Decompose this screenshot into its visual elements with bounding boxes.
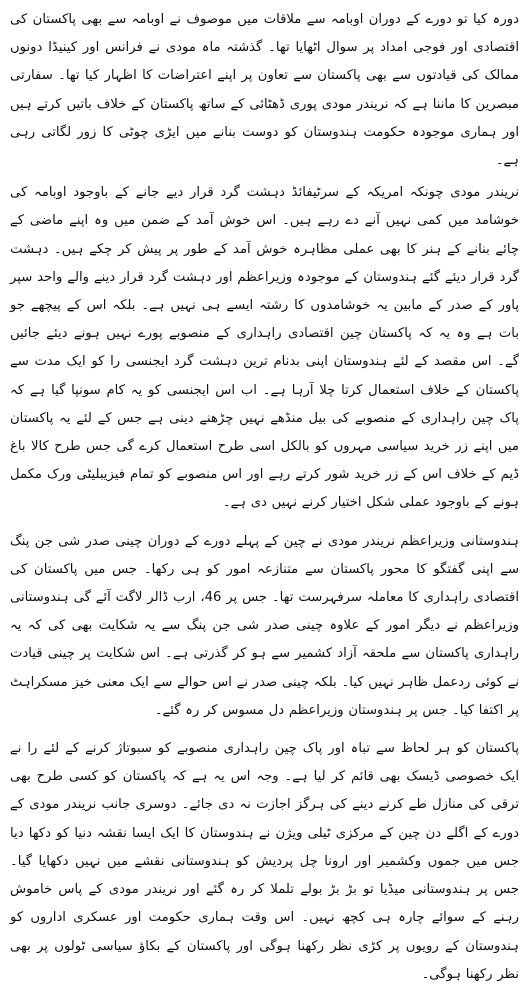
article-paragraph: دورہ کیا تو دورے کے دوران اوبامہ سے ملاقات میں موصوف نے اوبامہ سے بھی پاکستان کی اقتصادی اور فوجی امداد پر سوال اٹھایا تھا۔ گذشتہ ماہ مودی نے فرانس اور کینیڈا دونوں ممالک کی قیادتوں سے بھی پاکستان سے تعاون پر اپنے اعتراضات کا اظہار کیا تھا۔ سفارتی مبصرین کا ماننا ہے کہ نریندر مودی پوری ڈھٹائی کے ساتھ پاکستان کے خلاف باتیں کرتے ہیں اور ہماری موجودہ حکومت ہندوستان کو دوست بنانے میں ایڑی چوٹی کا زور لگاتی رہی ہے۔ [10, 12, 519, 169]
article-paragraph: نریندر مودی چونکہ امریکہ کے سرٹیفائڈ دہشت گرد قرار دیے جانے کے باوجود اوبامہ کی خوشامد میں کمی نہیں آنے دے رہے ہیں۔ اس خوش آمد کے ضمن میں وہ اپنے ماضی کے چائے بنانے کے ہنر کا بھی عملی مظاہرہ خوش آمد کے طور پر پیش کر چکے ہیں۔ دہشت گرد قرار دیئے گئے ہندوستان کے موجودہ وزیراعظم اور دہشت گرد قرار دینے والے واحد سپر پاور کے صدر کے مابین یہ خوشامدوں کا رشتہ ایسے ہی نہیں ہے۔ بلکہ اس کے پیچھے جو بات ہے وہ یہ کہ پاکستان چین اقتصادی راہداری کے منصوبے پورے نہیں ہونے دیئے جائیں گے۔ اس مقصد کے لئے ہندوستان اپنی بدنام ترین دہشت گرد ایجنسی را کو ایک مدت سے پاکستان کے خلاف استعمال کرتا چلا آرہا ہے۔ اب اس ایجنسی کو یہ کام سونپا گیا ہے کہ پاک چین راہداری کے منصوبے کی بیل منڈھے نہیں چڑھنے دینی ہے جس کے لئے یہ پاکستان میں اپنے زر خرید سیاسی مہروں کو بالکل اسی طرح استعمال کرے گی جس طرح کالا باغ ڈیم کے خلاف اس کے زر خرید شور کرتے رہے اور اس منصوبے کو تمام فیزیبلیٹی ورک مکمل ہونے کے باوجود عملی شکل اختیار کرنے نہیں دی ہے۔ [10, 185, 519, 511]
article-paragraph: پاکستان کو ہر لحاظ سے تباہ اور پاک چین راہداری منصوبے کو سبوتاژ کرنے کے لئے را نے ایک خصوصی ڈیسک بھی قائم کر لیا ہے۔ وجہ اس یہ ہے کہ پاکستان کو کسی طرح بھی ترقی کی منازل طے کرنے دینے کی ہرگز اجازت نہ دی جائے۔ دوسری جانب نریندر مودی کے دورے کے اگلے دن چین کے مرکزی ٹیلی ویژن نے ہندوستان کا ایک ایسا نقشہ دنیا کو دکھا دیا جس میں جموں وکشمیر اور ارونا چل پردیش کو ہندوستانی نقشے میں نہیں دکھایا گیا۔ جس پر ہندوستانی میڈیا تو بڑ بڑ بولے تلملا کر رہ گئے اور نریندر مودی کے پاس خاموش رہنے کے سوائے چارہ ہی کچھ نہیں۔ اس وقت ہماری حکومت اور عسکری اداروں کو ہندوستان کے رویوں پر کڑی نظر رکھنا ہوگی اور پاکستان کے بکاؤ سیاسی ٹولوں پر بھی نظر رکھنا ہوگی۔ [10, 741, 519, 982]
article-paragraph: ہندوستانی وزیراعظم نریندر مودی نے چین کے پہلے دورے کے دوران چینی صدر شی جن پنگ سے اپنی گفتگو کا محور پاکستان سے متنازعہ امور کو ہی رکھا۔ جس میں پاکستان کی اقتصادی راہداری کا معاملہ سرفہرست تھا۔ جس پر 46، ارب ڈالر لاگت آئے گی ہندوستانی وزیراعظم نے دیگر امور کے علاوہ چینی صدر شی جن پنگ سے یہ شکایت بھی کی کہ یہ راہداری پاکستان سے ملحقہ آزاد کشمیر سے ہو کر گذرتی ہے۔ اس شکایت پر چینی قیادت نے کوئی ردعمل ظاہر نہیں کیا۔ بلکہ چینی صدر نے اس حوالے سے ایک معنی خیز مسکراہٹ پر اکتفا کیا۔ جس پر ہندوستان وزیراعظم دل مسوس کر رہ گئے۔ [10, 533, 519, 718]
